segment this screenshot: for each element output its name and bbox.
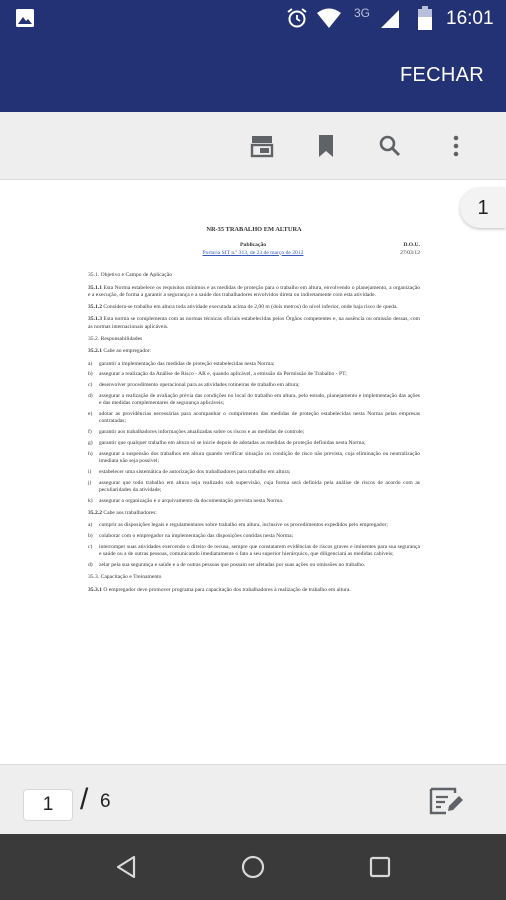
paragraph-number: 35.2.1: [88, 348, 102, 355]
paragraph: [88, 316, 420, 331]
list-item-letter: c): [88, 382, 93, 389]
list-item-text: colaborar com o empregador na implementação das disposições contidas nesta Norma;: [99, 533, 294, 540]
list-item: [88, 451, 420, 466]
page-separator: /: [80, 783, 89, 816]
section-heading: 35.3. Capacitação e Treinamento: [88, 574, 162, 581]
close-button[interactable]: FECHAR: [399, 64, 484, 86]
list-item: [88, 498, 420, 505]
pagination-bar: [0, 764, 506, 834]
network-type: 3G: [354, 6, 371, 20]
recents-icon[interactable]: [366, 853, 394, 881]
list-item: [88, 411, 420, 426]
paragraph-text: Cabe aos trabalhadores:: [103, 510, 157, 517]
list-item-letter: a): [88, 360, 93, 367]
paragraph-text: Considera-se trabalho em altura toda atividade executada acima de 2,00 m (dois metros) do nível inferior, onde haja risco de queda.: [103, 304, 398, 311]
list-item-text: assegurar a organização e o arquivamento da documentação prevista nesta Norma.: [99, 497, 284, 504]
list-item-letter: i): [88, 468, 92, 475]
list-item-text: zelar pela sua segurança e saúde e a de outras pessoas que possam ser afetadas por suas ações ou omissões no trabalho.: [99, 562, 366, 569]
paragraph: [88, 587, 420, 594]
list-item-text: assegurar a suspensão dos trabalhos em altura quando verificar situação ou condição de risco não prevista, cuja eliminação ou neutralização imediata não seja possível;: [99, 450, 420, 465]
list-item-text: adotar as providências necessárias para acompanhar o cumprimento das medidas de proteção estabelecidas nesta Norma pelas empresas contratadas;: [99, 411, 420, 425]
worker-duties-list: [88, 522, 420, 569]
list-item-letter: k): [88, 497, 93, 504]
list-item: [88, 440, 420, 447]
list-item-text: cumprir as disposições legais e regulamentares sobre trabalho em altura, inclusive os procedimentos expedidos pelo empregador;: [99, 522, 388, 529]
employer-duties-list: [88, 361, 420, 505]
list-item-text: assegurar a realização da Análise de Risco - AR e, quando aplicável, a emissão da Permissão de Trabalho - PT;: [99, 371, 347, 378]
dou-label: D.O.U.: [403, 242, 420, 249]
page-number-input[interactable]: [23, 789, 73, 821]
list-item-text: desenvolver procedimento operacional para as atividades rotineiras de trabalho em altura;: [99, 382, 300, 389]
back-icon[interactable]: [112, 853, 140, 881]
list-item-letter: h): [88, 450, 93, 457]
search-icon[interactable]: [376, 132, 404, 160]
list-item-letter: g): [88, 440, 93, 447]
list-item-text: assegurar a realização de avaliação prévia das condições no local do trabalho em altura, pelo estudo, planejamento e implementação das ações e das medidas complementares de segurança aplicáveis;: [99, 393, 420, 407]
total-pages: 6: [100, 791, 111, 812]
list-item-text: assegurar que todo trabalho em altura seja realizado sob supervisão, cuja forma será definida pela análise de riscos de acordo com as peculiaridades da atividade;: [99, 479, 420, 494]
list-item: [88, 382, 420, 389]
list-item-letter: d): [88, 393, 93, 400]
publication-link[interactable]: Portaria SIT n.º 313, de 23 de março de 2012: [202, 249, 304, 256]
paragraph-text: O empregador deve promover programa para capacitação dos trabalhadores à realização de trabalho em altura.: [103, 586, 351, 593]
edit-note-icon[interactable]: [428, 785, 464, 817]
paragraph-number: 35.2.2: [88, 510, 102, 517]
list-item-letter: e): [88, 411, 93, 418]
section-heading: 35.1. Objetivo e Campo de Aplicação: [88, 272, 173, 279]
paragraph: [88, 304, 420, 311]
list-item: [88, 429, 420, 436]
paragraph-text: Cabe ao empregador:: [103, 348, 152, 355]
paragraph: [88, 348, 420, 355]
dou-date: 27/03/12: [400, 249, 420, 256]
list-item-letter: b): [88, 371, 93, 378]
list-item: [88, 480, 420, 495]
section-heading: 35.2. Responsabilidades: [88, 336, 143, 343]
clock: 16:01: [446, 8, 494, 29]
list-item-letter: j): [88, 479, 92, 486]
list-item-letter: f): [88, 429, 92, 436]
signal-icon: [380, 9, 400, 29]
list-item: [88, 533, 420, 540]
document-viewport[interactable]: [0, 180, 506, 764]
list-item-letter: c): [88, 544, 93, 551]
layout-icon[interactable]: [248, 132, 276, 160]
current-page-badge: 1: [460, 188, 506, 228]
system-nav-bar: [0, 834, 506, 900]
list-item-text: garantir aos trabalhadores informações atualizadas sobre os riscos e as medidas de controle;: [99, 429, 305, 436]
gallery-icon: [15, 8, 35, 28]
home-icon[interactable]: [239, 853, 267, 881]
viewer-toolbar: [0, 112, 506, 180]
paragraph-text: Esta Norma estabelece os requisitos mínimos e as medidas de proteção para o trabalho em altura, envolvendo o planejamento, a organização e a execução, de forma a garantir a segurança e a saúde dos trabalhadores envolvidos direta ou indiretamente com esta atividade.: [88, 284, 420, 298]
list-item: [88, 522, 420, 529]
list-item: [88, 371, 420, 378]
battery-icon: [418, 6, 432, 30]
list-item-text: interromper suas atividades exercendo o direito de recusa, sempre que constatarem evidências de riscos graves e iminentes para sua segurança e saúde ou a de outras pessoas, comunicando imediatamente o fato a seu superior hierárquico, que diligenciará as medidas cabíveis;: [99, 544, 420, 558]
alarm-icon: [286, 7, 308, 29]
list-item-text: garantir a implementação das medidas de proteção estabelecidas nesta Norma;: [99, 360, 275, 367]
list-item-text: garantir que qualquer trabalho em altura só se inicie depois de adotadas as medidas de proteção definidas nesta Norma;: [99, 440, 366, 447]
publication-label: Publicação: [239, 242, 267, 249]
status-bar: [0, 0, 506, 36]
list-item: [88, 393, 420, 408]
list-item-letter: d): [88, 562, 93, 569]
list-item-letter: b): [88, 533, 93, 540]
paragraph-number: 35.1.3: [88, 316, 102, 323]
app-bar: [0, 36, 506, 112]
document-page: [88, 226, 420, 599]
publication-row: [88, 242, 420, 264]
wifi-icon: [316, 7, 342, 29]
paragraph: [88, 510, 420, 517]
list-item: [88, 562, 420, 569]
document-title: NR-35 TRABALHO EM ALTURA: [206, 226, 302, 233]
paragraph: [88, 285, 420, 300]
paragraph-number: 35.1.2: [88, 304, 102, 311]
list-item: [88, 544, 420, 559]
list-item-letter: a): [88, 522, 93, 529]
list-item: [88, 361, 420, 368]
paragraph-number: 35.1.1: [88, 284, 102, 291]
paragraph-text: Esta norma se complementa com as normas técnicas oficiais estabelecidas pelos Órgãos competentes e, na ausência ou omissão dessas, com as normas internacionais aplicáveis.: [88, 316, 420, 330]
list-item: [88, 469, 420, 476]
bookmark-icon[interactable]: [312, 132, 340, 160]
more-vert-icon[interactable]: [442, 132, 470, 160]
list-item-text: estabelecer uma sistemática de autorização dos trabalhadores para trabalho em altura;: [99, 468, 291, 475]
paragraph-number: 35.3.1: [88, 586, 102, 593]
